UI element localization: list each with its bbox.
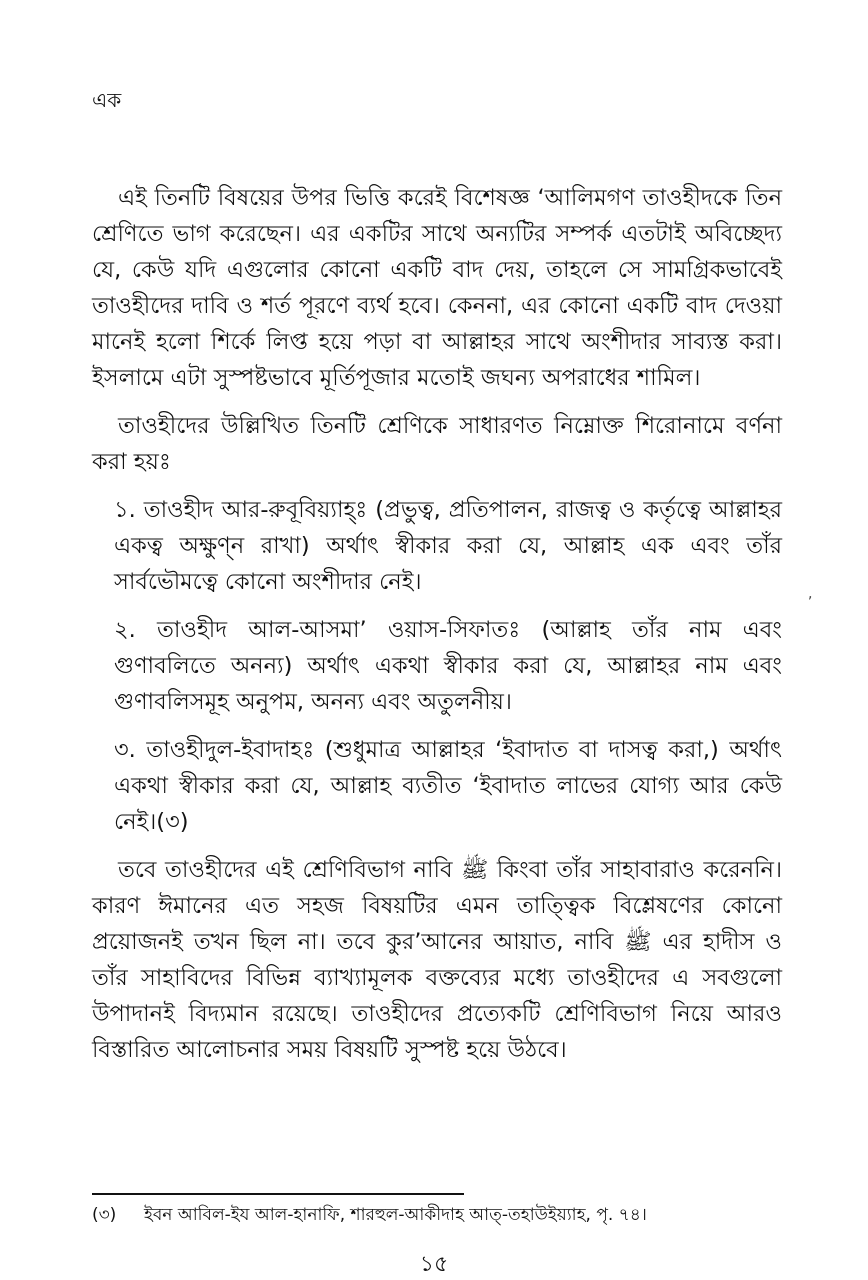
paragraph-closing: তবে তাওহীদের এই শ্রেণিবিভাগ নাবি ﷺ কিংবা তাঁর সাহাবারাও করেননি। কারণ ঈমানের এত সহজ বিষয়টির এমন তাত্ত্বিক বিশ্লেষণের কোনো প্রয়োজনই তখন ছিল না। তবে কুর’আনের আয়াত, নাবি ﷺ এর হাদীস ও তাঁর সাহাবিদের বিভিন্ন ব্যাখ্যামূলক বক্তব্যের মধ্যে তাওহীদের এ সবগুলো উপাদানই বিদ্যমান রয়েছে। তাওহীদের প্রত্যেকটি শ্রেণিবিভাগ নিয়ে আরও বিস্তারিত আলোচনার সময় বিষয়টি সুস্পষ্ট হয়ে উঠবে। [92,857,782,1063]
body-text [92,180,782,1080]
stray-pen-mark: , [808,586,813,602]
footnote-text: ইবন আবিল-ইয আল-হানাফি, শারহুল-আকীদাহ আত্-তহাউইয়্যাহ, পৃ. ৭৪। [144,1205,647,1225]
paragraph-classification-intro: এই তিনটি বিষয়ের উপর ভিত্তি করেই বিশেষজ্ঞ ‘আলিমগণ তাওহীদকে তিন শ্রেণিতে ভাগ করেছেন। এর একটির সাথে অন্যটির সম্পর্ক এতটাই অবিচ্ছেদ্য যে, কেউ যদি এগুলোর কোনো একটি বাদ দেয়, তাহলে সে সামগ্রিকভাবেই তাওহীদের দাবি ও শর্ত পূরণে ব্যর্থ হবে। কেননা, এর কোনো একটি বাদ দেওয়া মানেই হলো শির্কে লিপ্ত হয়ে পড়া বা আল্লাহর সাথে অংশীদার সাব্যস্ত করা। ইসলামে এটা সুস্পষ্টভাবে মূর্তিপূজার মতোই জঘন্য অপরাধের শামিল। [92,185,782,391]
list-item-tawhid-asma-sifat: ২. তাওহীদ আল-আসমা’ ওয়াস-সিফাতঃ (আল্লাহ তাঁর নাম এবং গুণাবলিতে অনন্য) অর্থাৎ একথা স্বীকার করা যে, আল্লাহর নাম এবং গুণাবলিসমূহ অনুপম, অনন্য এবং অতুলনীয়। [114,617,782,715]
paragraph-categories-heading: তাওহীদের উল্লিখিত তিনটি শ্রেণিকে সাধারণত নিম্নোক্ত শিরোনামে বর্ণনা করা হয়ঃ [92,413,782,475]
page-number: ১৫ [419,1252,449,1277]
footnote [92,1203,782,1227]
list-item-tawhid-ibadah: ৩. তাওহীদুল-ইবাদাহঃ (শুধুমাত্র আল্লাহর ‘ইবাদাত বা দাসত্ব করা,) অর্থাৎ একথা স্বীকার করা যে, আল্লাহ ব্যতীত ‘ইবাদাত লাভের যোগ্য আর কেউ নেই।(৩) [114,737,782,835]
list-item-tawhid-rububiyyah: ১. তাওহীদ আর-রুবূবিয়্যাহ্ঃ (প্রভুত্ব, প্রতিপালন, রাজত্ব ও কর্তৃত্বে আল্লাহর একত্ব অক্ষুণ্ন রাখা) অর্থাৎ স্বীকার করা যে, আল্লাহ এক এবং তাঁর সার্বভৌমত্বে কোনো অংশীদার নেই। [114,497,782,595]
footnote-number: (৩) [92,1205,117,1225]
chapter-label: এক [92,88,122,112]
footnote-divider [92,1193,464,1195]
